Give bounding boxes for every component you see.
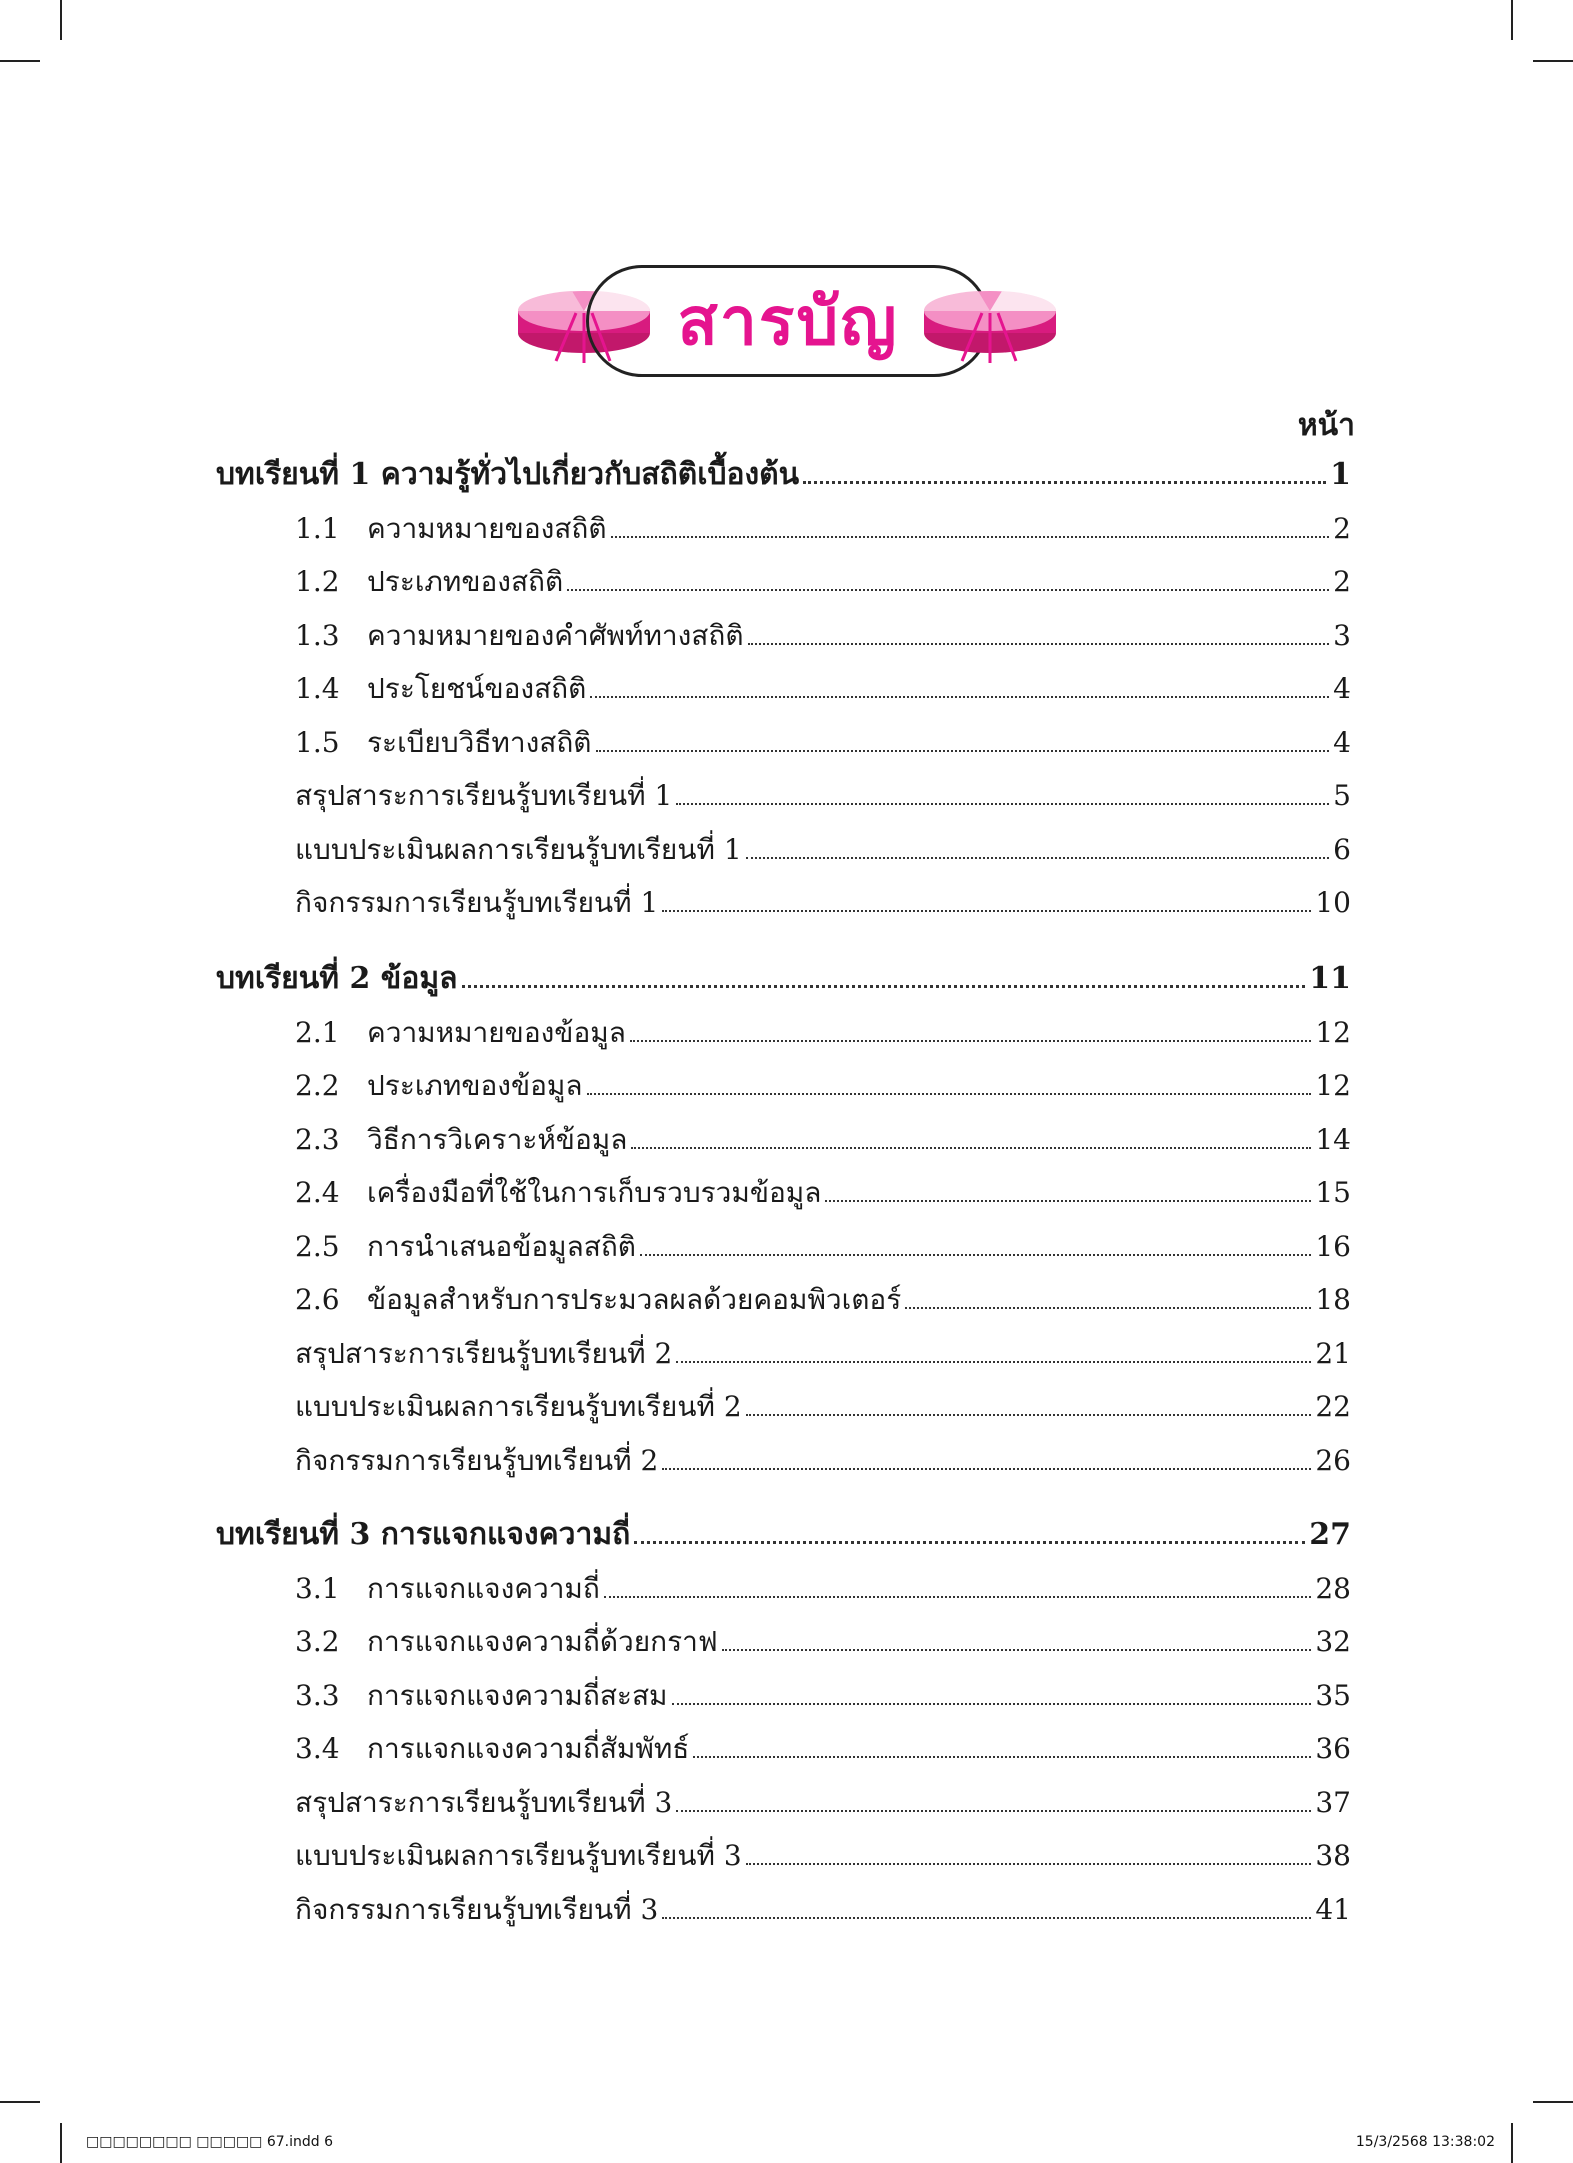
dot-leader <box>746 857 1329 859</box>
section-number: 2.6 <box>295 1283 340 1316</box>
toc-entry[interactable] <box>295 1063 1351 1109</box>
dot-leader <box>905 1307 1311 1309</box>
toc-entry[interactable] <box>295 1833 1351 1879</box>
toc-entry[interactable] <box>295 559 1351 605</box>
entry-label: สรุปสาระการเรียนรู้บทเรียนที่ 1 <box>295 779 673 812</box>
entry-label: ประเภทของข้อมูล <box>367 1069 583 1102</box>
dot-leader <box>630 1040 1311 1042</box>
entry-label: ข้อมูลสำหรับการประมวลผลด้วยคอมพิวเตอร์ <box>367 1283 902 1316</box>
page-number: 12 <box>1315 1069 1351 1102</box>
dot-leader <box>596 750 1330 752</box>
toc-entry[interactable] <box>295 1673 1351 1719</box>
entry-label: ความหมายของสถิติ <box>367 511 607 545</box>
page-number: 5 <box>1333 779 1351 812</box>
section-number: 2.2 <box>295 1069 340 1102</box>
section-number: 1.3 <box>295 618 340 652</box>
section-number: 1.2 <box>295 565 340 598</box>
section-number: 3.2 <box>295 1625 340 1658</box>
page-number: 11 <box>1309 961 1351 996</box>
section-number: 1.1 <box>295 511 340 545</box>
dot-leader <box>640 1254 1311 1256</box>
entry-label: การนำเสนอข้อมูลสถิติ <box>367 1229 636 1263</box>
section-number: 3.3 <box>295 1678 340 1712</box>
dot-leader <box>722 1649 1312 1651</box>
dot-leader <box>746 1414 1312 1416</box>
entry-label: สรุปสาระการเรียนรู้บทเรียนที่ 3 <box>295 1785 673 1819</box>
entry-label: การแจกแจงความถี่ <box>367 1571 600 1605</box>
dot-leader <box>587 1093 1312 1095</box>
page-number: 27 <box>1309 1517 1351 1552</box>
section-number: 2.3 <box>295 1122 340 1156</box>
dot-leader <box>662 910 1311 912</box>
dot-leader <box>746 1863 1312 1865</box>
entry-label: สรุปสาระการเรียนรู้บทเรียนที่ 2 <box>295 1336 673 1370</box>
page-number: 36 <box>1315 1732 1351 1765</box>
toc-entry[interactable] <box>295 1010 1351 1056</box>
entry-label: ความหมายของข้อมูล <box>367 1015 626 1049</box>
page-number: 18 <box>1315 1283 1351 1316</box>
dot-leader <box>803 481 1326 484</box>
page-number: 35 <box>1315 1678 1351 1712</box>
entry-label: กิจกรรมการเรียนรู้บทเรียนที่ 3 <box>295 1892 659 1926</box>
page-number: 2 <box>1333 511 1351 545</box>
entry-label: แบบประเมินผลการเรียนรู้บทเรียนที่ 2 <box>295 1390 742 1423</box>
page-number: 22 <box>1315 1390 1351 1423</box>
entry-label: บทเรียนที่ 3 การแจกแจงความถี่ <box>216 1517 631 1552</box>
page-number: 37 <box>1315 1785 1351 1819</box>
dot-leader <box>672 1703 1312 1705</box>
crop-mark <box>1533 60 1573 62</box>
toc-entry[interactable] <box>295 1224 1351 1270</box>
dot-leader <box>634 1541 1305 1544</box>
section-number: 2.1 <box>295 1015 340 1049</box>
crop-mark <box>60 0 62 40</box>
page-number: 15 <box>1315 1176 1351 1209</box>
chapter-heading[interactable] <box>216 452 1351 498</box>
entry-label: แบบประเมินผลการเรียนรู้บทเรียนที่ 3 <box>295 1839 742 1872</box>
page-number: 4 <box>1333 725 1351 759</box>
entry-label: ประเภทของสถิติ <box>367 565 564 598</box>
toc-entry[interactable] <box>295 1726 1351 1772</box>
section-number: 3.4 <box>295 1732 340 1765</box>
dot-leader <box>631 1147 1311 1149</box>
page-number: 32 <box>1315 1625 1351 1658</box>
crop-mark <box>1511 2123 1513 2163</box>
toc-entry[interactable] <box>295 1887 1351 1933</box>
page-number: 3 <box>1333 618 1351 652</box>
footer-timestamp: 15/3/2568 13:38:02 <box>1355 2134 1495 2150</box>
toc-entry[interactable] <box>295 506 1351 552</box>
dot-leader <box>604 1596 1312 1598</box>
toc-entry[interactable] <box>295 720 1351 766</box>
crop-mark <box>0 60 40 62</box>
dot-leader <box>676 1810 1311 1812</box>
dot-leader <box>590 696 1329 698</box>
dot-leader <box>825 1200 1311 1202</box>
dot-leader <box>693 1756 1311 1758</box>
dot-leader <box>611 536 1329 538</box>
crop-mark <box>1533 2101 1573 2103</box>
dot-leader <box>676 1361 1311 1363</box>
page-number: 38 <box>1315 1839 1351 1872</box>
toc-entry[interactable] <box>295 666 1351 712</box>
entry-label: เครื่องมือที่ใช้ในการเก็บรวบรวมข้อมูล <box>367 1176 822 1209</box>
page-number: 21 <box>1315 1336 1351 1370</box>
title-banner <box>0 255 1573 405</box>
page-column-header: หน้า <box>1297 408 1355 443</box>
page-number: 6 <box>1333 832 1351 866</box>
entry-label: กิจกรรมการเรียนรู้บทเรียนที่ 2 <box>295 1443 659 1477</box>
entry-label: ประโยชน์ของสถิติ <box>367 672 587 705</box>
toc-entry[interactable] <box>295 613 1351 659</box>
toc-entry[interactable] <box>295 1117 1351 1163</box>
toc-entry[interactable] <box>295 1619 1351 1665</box>
section-number: 1.4 <box>295 672 340 705</box>
dot-leader <box>676 803 1329 805</box>
dot-leader <box>462 985 1306 988</box>
chapter-heading[interactable] <box>216 956 1351 1002</box>
entry-label: การแจกแจงความถี่สัมพัทธ์ <box>367 1732 690 1765</box>
entry-label: กิจกรรมการเรียนรู้บทเรียนที่ 1 <box>295 886 659 919</box>
toc-entry[interactable] <box>295 1438 1351 1484</box>
page-number: 10 <box>1315 886 1351 919</box>
entry-label: วิธีการวิเคราะห์ข้อมูล <box>367 1122 628 1156</box>
section-number: 2.4 <box>295 1176 340 1209</box>
page-number: 41 <box>1315 1892 1351 1926</box>
page-number: 26 <box>1315 1443 1351 1477</box>
dot-leader <box>662 1917 1311 1919</box>
entry-label: บทเรียนที่ 1 ความรู้ทั่วไปเกี่ยวกับสถิติเบื้องต้น <box>216 457 800 492</box>
entry-label: แบบประเมินผลการเรียนรู้บทเรียนที่ 1 <box>295 832 742 866</box>
toc-entry[interactable] <box>295 1170 1351 1216</box>
page-number: 12 <box>1315 1015 1351 1049</box>
page-number: 4 <box>1333 672 1351 705</box>
crop-mark <box>60 2123 62 2163</box>
toc-entry[interactable] <box>295 880 1351 926</box>
section-number: 3.1 <box>295 1571 340 1605</box>
dot-leader <box>567 589 1329 591</box>
toc-entry[interactable] <box>295 1566 1351 1612</box>
toc-entry[interactable] <box>295 1331 1351 1377</box>
pie-chart-icon <box>918 273 1063 368</box>
page-number: 14 <box>1315 1122 1351 1156</box>
page-number: 1 <box>1330 457 1351 492</box>
entry-label: ระเบียบวิธีทางสถิติ <box>367 725 592 759</box>
entry-label: การแจกแจงความถี่สะสม <box>367 1678 668 1712</box>
page-title: สารบัญ <box>677 282 899 360</box>
dot-leader <box>662 1468 1311 1470</box>
page-number: 2 <box>1333 565 1351 598</box>
toc-entry[interactable] <box>295 1780 1351 1826</box>
entry-label: การแจกแจงความถี่ด้วยกราฟ <box>367 1625 718 1658</box>
toc-entry[interactable] <box>295 827 1351 873</box>
chapter-heading[interactable] <box>216 1512 1351 1558</box>
page-number: 28 <box>1315 1571 1351 1605</box>
toc-entry[interactable] <box>295 1384 1351 1430</box>
toc-entry[interactable] <box>295 773 1351 819</box>
page-number: 16 <box>1315 1229 1351 1263</box>
entry-label: ความหมายของคำศัพท์ทางสถิติ <box>367 618 744 652</box>
dot-leader <box>748 643 1329 645</box>
section-number: 1.5 <box>295 725 340 759</box>
crop-mark <box>0 2101 40 2103</box>
crop-mark <box>1511 0 1513 40</box>
section-number: 2.5 <box>295 1229 340 1263</box>
footer-filename: □□□□□□□□ □□□□□ 67.indd 6 <box>86 2134 334 2150</box>
entry-label: บทเรียนที่ 2 ข้อมูล <box>216 961 458 996</box>
toc-entry[interactable] <box>295 1277 1351 1323</box>
